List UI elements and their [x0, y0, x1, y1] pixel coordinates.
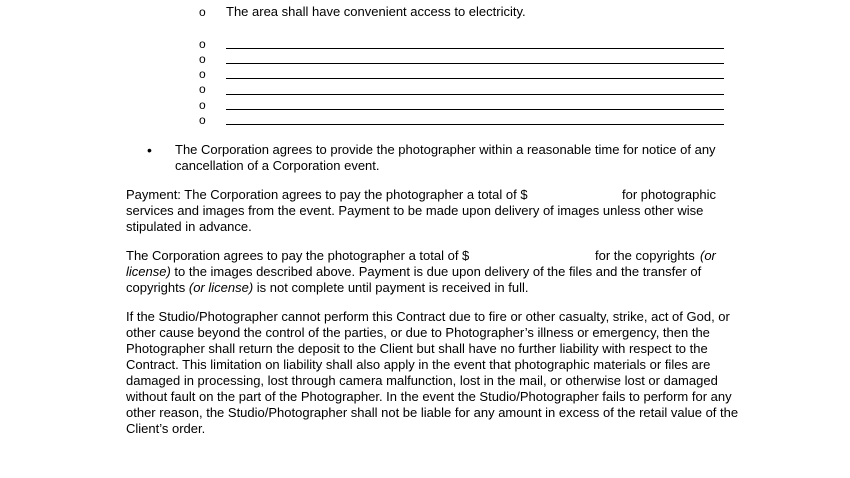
copyright-line-3	[126, 280, 528, 296]
liability-line: Client’s order.	[126, 421, 206, 436]
liability-line: Photographer shall return the deposit to the Client but shall have no further liability with respect to the	[126, 341, 708, 356]
liability-line: If the Studio/Photographer cannot perform this Contract due to fire or other casualty, strike, act of God, or	[126, 309, 730, 324]
payment-line-3: stipulated in advance.	[126, 219, 252, 234]
blank-fill-line[interactable]	[226, 109, 724, 110]
blank-fill-line[interactable]	[226, 124, 724, 125]
copyright-line-2	[126, 264, 701, 280]
copyright-line-1: The Corporation agrees to pay the photographer a total of $	[126, 248, 470, 263]
liability-line: Contract. This limitation on liability shall also apply in the event that photographic materials or files are	[126, 357, 711, 372]
liability-line: damaged in processing, lost through camera malfunction, lost in the mail, or otherwise lost or damaged	[126, 373, 718, 388]
blank-fill-line[interactable]	[226, 63, 724, 64]
main-bullet-marker: •	[147, 142, 152, 158]
sub-bullet-marker: o	[199, 67, 206, 81]
blank-fill-line[interactable]	[226, 78, 724, 79]
or-license-italic: (or license)	[188, 280, 254, 295]
payment-line-1-end: for photographic	[622, 187, 716, 202]
copyright-amount-field[interactable]	[478, 248, 588, 263]
cancellation-line-1: The Corporation agrees to provide the photographer within a reasonable time for notice of any	[175, 142, 716, 157]
liability-line: other cause beyond the control of the parties, or due to Photographer’s illness or emergency, then the	[126, 325, 710, 340]
copyright-line-3-a: copyrights	[126, 280, 189, 295]
blank-fill-line[interactable]	[226, 94, 724, 95]
sub-bullet-marker: o	[199, 82, 206, 96]
cancellation-line-2: cancellation of a Corporation event.	[175, 158, 380, 173]
blank-fill-line[interactable]	[226, 48, 724, 49]
payment-line-2: services and images from the event. Payment to be made upon delivery of images unless other wise	[126, 203, 704, 218]
payment-line-1: Payment: The Corporation agrees to pay the photographer a total of $	[126, 187, 528, 202]
copyright-line-1-mid: for the copyrights	[595, 248, 695, 263]
sub-bullet-marker: o	[199, 113, 206, 127]
copyright-line-2-text: to the images described above. Payment is due upon delivery of the files and the transfer of	[170, 264, 702, 279]
copyright-line-1-italic: (or	[700, 248, 716, 263]
license-italic: license)	[126, 264, 171, 279]
electricity-item: The area shall have convenient access to electricity.	[226, 4, 526, 19]
sub-bullet-marker: o	[199, 52, 206, 66]
payment-amount-field[interactable]	[540, 187, 616, 202]
sub-bullet-marker: o	[199, 98, 206, 112]
liability-line: other reason, the Studio/Photographer shall not be liable for any amount in excess of the retail value of the	[126, 405, 739, 420]
copyright-line-3-c: is not complete until payment is received in full.	[253, 280, 529, 295]
sub-bullet-marker: o	[199, 37, 206, 51]
liability-line: without fault on the part of the Photographer. In the event the Studio/Photographer fails to perform for any	[126, 389, 732, 404]
sub-bullet-marker: o	[199, 5, 206, 19]
